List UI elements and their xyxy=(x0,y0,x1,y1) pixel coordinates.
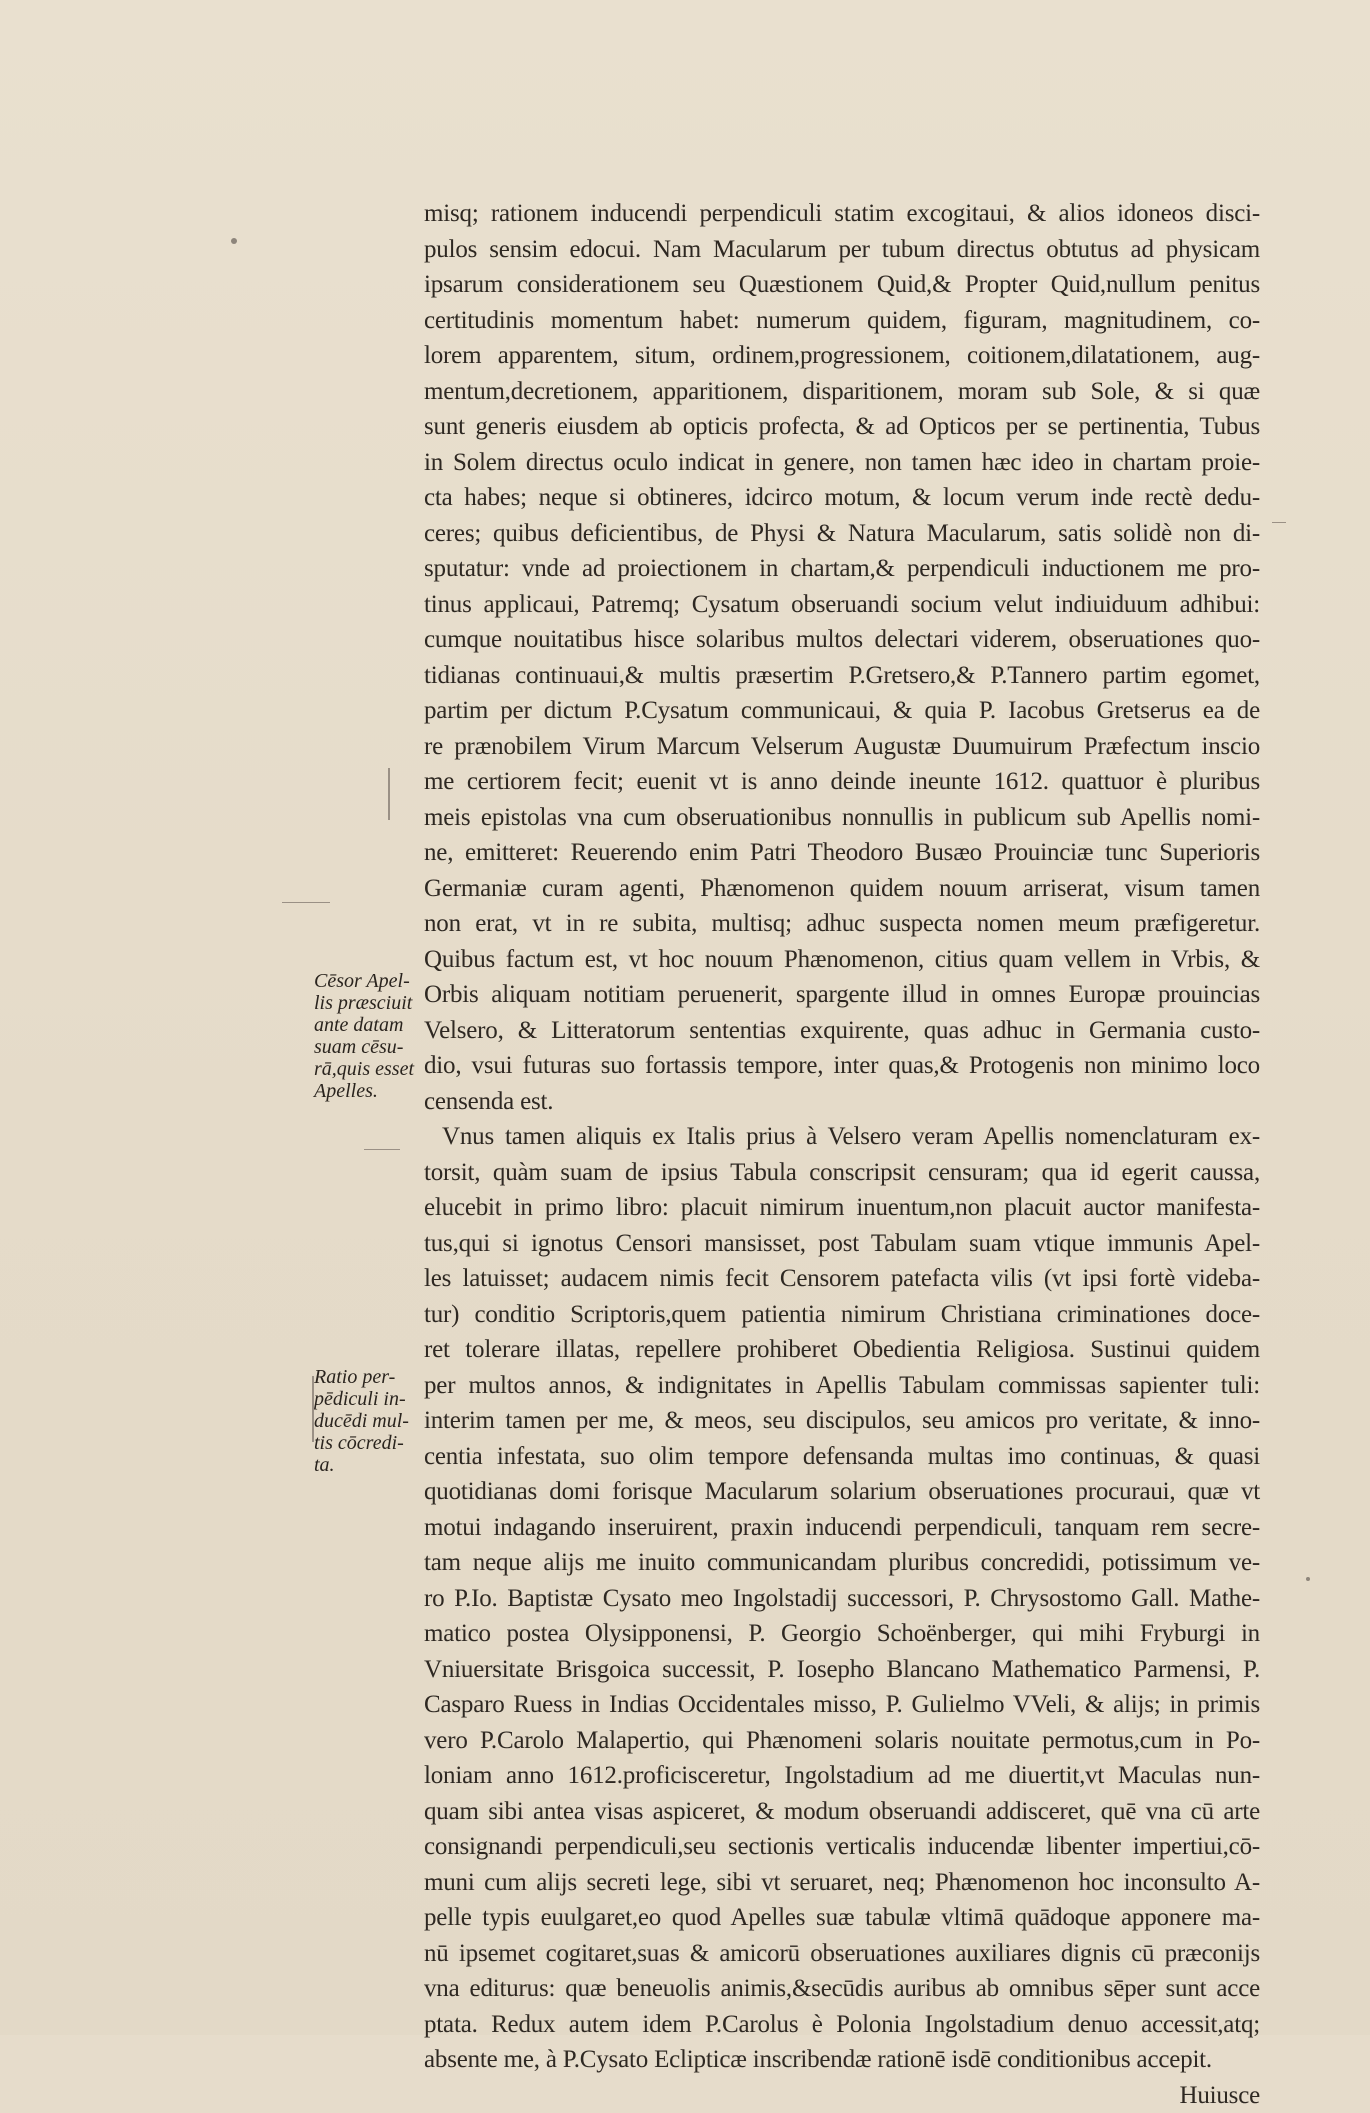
text-line: elucebit in primo libro: placuit nimirum inuentum,non placuit auctor manifesta- xyxy=(424,1190,1260,1226)
text-line: interim tamen per me, & meos, seu discipulos, seu amicos pro veritate, & inno- xyxy=(424,1403,1260,1439)
margin-note-line: pēdiculi in- xyxy=(314,1388,409,1410)
text-line: Quibus factum est, vt hoc nouum Phænomenon, citius quam vellem in Vrbis, & xyxy=(424,942,1260,978)
text-line: centia infestata, suo olim tempore defensanda multas imo continuas, & quasi xyxy=(424,1439,1260,1475)
text-line: non erat, vt in re subita, multisq; adhuc suspecta nomen meum præfigeretur. xyxy=(424,906,1260,942)
text-line: sputatur: vnde ad proiectionem in chartam,& perpendiculi inductionem me pro- xyxy=(424,551,1260,587)
text-line: meis epistolas vna cum obseruationibus nonnullis in publicum sub Apellis nomi- xyxy=(424,800,1260,836)
margin-note-line: Apelles. xyxy=(314,1080,414,1102)
text-line: censenda est. xyxy=(424,1084,1260,1120)
text-line: me certiorem fecit; euenit vt is anno deinde ineunte 1612. quattuor è pluribus xyxy=(424,764,1260,800)
text-line: torsit, quàm suam de ipsius Tabula conscripsit censuram; qua id egerit caussa, xyxy=(424,1155,1260,1191)
text-line: quam sibi antea visas aspiceret, & modum obseruandi addisceret, quē vna cū arte xyxy=(424,1794,1260,1830)
margin-rule-mark xyxy=(282,902,330,903)
margin-rule-mark xyxy=(364,1149,400,1150)
margin-note-line: Ratio per- xyxy=(314,1366,409,1388)
text-line: matico postea Olysipponensi, P. Georgio Schoënberger, qui mihi Fryburgi in xyxy=(424,1616,1260,1652)
text-line: ro P.Io. Baptistæ Cysato meo Ingolstadij successori, P. Chrysostomo Gall. Mathe- xyxy=(424,1581,1260,1617)
margin-note-line: tis cōcredi- xyxy=(314,1432,409,1454)
text-line: ne, emitteret: Reuerendo enim Patri Theodoro Busæo Prouinciæ tunc Superioris xyxy=(424,835,1260,871)
text-line: in Solem directus oculo indicat in genere, non tamen hæc ideo in chartam proie- xyxy=(424,445,1260,481)
text-line: per multos annos, & indignitates in Apellis Tabulam commissas sapienter tuli: xyxy=(424,1368,1260,1404)
text-line: motui indagando inseruirent, praxin inducendi perpendiculi, tanquam rem secre- xyxy=(424,1510,1260,1546)
text-line: lorem apparentem, situm, ordinem,progressionem, coitionem,dilatationem, aug- xyxy=(424,338,1260,374)
catchword: Huiusce xyxy=(424,2078,1260,2113)
margin-note-line: Cēsor Apel- xyxy=(314,970,414,992)
text-line: tam neque alijs me inuito communicandam pluribus concredidi, potissimum ve- xyxy=(424,1545,1260,1581)
text-line: tinus applicaui, Patremq; Cysatum obseruandi socium velut indiuiduum adhibui: xyxy=(424,587,1260,623)
text-line: ptata. Redux autem idem P.Carolus è Polonia Ingolstadium denuo accessit,atq; xyxy=(424,2007,1260,2043)
text-line: Casparo Ruess in Indias Occidentales misso, P. Gulielmo VVeli, & alijs; in primis xyxy=(424,1687,1260,1723)
text-line: cta habes; neque si obtineres, idcirco motum, & locum verum inde rectè dedu- xyxy=(424,480,1260,516)
margin-note-ratio xyxy=(314,1366,409,1476)
margin-note-censor xyxy=(314,970,414,1102)
text-line: ret tolerare illatas, repellere prohiberet Obedientia Religiosa. Sustinui quidem xyxy=(424,1332,1260,1368)
text-line: Orbis aliquam notitiam peruenerit, spargente illud in omnes Europæ prouincias xyxy=(424,977,1260,1013)
text-line: quotidianas domi forisque Macularum solarium obseruationes procuraui, quæ vt xyxy=(424,1474,1260,1510)
margin-rule-mark xyxy=(1272,522,1286,523)
text-line: muni cum alijs secreti lege, sibi vt seruaret, neq; Phænomenon hoc inconsulto A- xyxy=(424,1865,1260,1901)
text-line: pelle typis euulgaret,eo quod Apelles suæ tabulæ vltimā quādoque apponere ma- xyxy=(424,1900,1260,1936)
text-line: les latuisset; audacem nimis fecit Censorem patefacta vilis (vt ipsi fortè videba- xyxy=(424,1261,1260,1297)
main-text-block xyxy=(424,196,1260,2113)
text-line: partim per dictum P.Cysatum communicaui, & quia P. Iacobus Gretserus ea de xyxy=(424,693,1260,729)
margin-note-line: lis præsciuit xyxy=(314,992,414,1014)
text-line: misq; rationem inducendi perpendiculi statim excogitaui, & alios idoneos disci- xyxy=(424,196,1260,232)
text-line: ipsarum considerationem seu Quæstionem Quid,& Propter Quid,nullum penitus xyxy=(424,267,1260,303)
text-line: re prænobilem Virum Marcum Velserum Augustæ Duumuirum Præfectum inscio xyxy=(424,729,1260,765)
text-line: vero P.Carolo Malapertio, qui Phænomeni solaris nouitate permotus,cum in Po- xyxy=(424,1723,1260,1759)
text-line: Vniuersitate Brisgoica successit, P. Iosepho Blancano Mathematico Parmensi, P. xyxy=(424,1652,1260,1688)
text-line: loniam anno 1612.proficisceretur, Ingolstadium ad me diuertit,vt Maculas nun- xyxy=(424,1758,1260,1794)
text-line: nū ipsemet cogitaret,suas & amicorū obseruationes auxiliares dignis cū præconijs xyxy=(424,1936,1260,1972)
margin-note-line: rā,quis esset xyxy=(314,1058,414,1080)
text-line: mentum,decretionem, apparitionem, disparitionem, moram sub Sole, & si quæ xyxy=(424,374,1260,410)
text-line: vna editurus: quæ beneuolis animis,&secūdis auribus ab omnibus sēper sunt acce xyxy=(424,1971,1260,2007)
text-line: consignandi perpendiculi,seu sectionis verticalis inducendæ libenter impertiui,cō- xyxy=(424,1829,1260,1865)
text-line: tur) conditio Scriptoris,quem patientia nimirum Christiana criminationes doce- xyxy=(424,1297,1260,1333)
text-line: Germaniæ curam agenti, Phænomenon quidem nouum arriserat, visum tamen xyxy=(424,871,1260,907)
text-line: absente me, à P.Cysato Eclipticæ inscribendæ rationē isdē conditionibus accepit. xyxy=(424,2042,1260,2078)
margin-bracket-mark xyxy=(388,768,390,820)
text-line: tidianas continuaui,& multis præsertim P.Gretsero,& P.Tannero partim egomet, xyxy=(424,658,1260,694)
ink-spot xyxy=(1306,1577,1310,1581)
text-line: sunt generis eiusdem ab opticis profecta, & ad Opticos per se pertinentia, Tubus xyxy=(424,409,1260,445)
margin-note-line: ante datam xyxy=(314,1014,414,1036)
text-line: ceres; quibus deficientibus, de Physi & Natura Macularum, satis solidè non di- xyxy=(424,516,1260,552)
margin-note-line: ta. xyxy=(314,1454,409,1476)
text-line: tus,qui si ignotus Censori mansisset, post Tabulam suam vtique immunis Apel- xyxy=(424,1226,1260,1262)
margin-note-line: ducēdi mul- xyxy=(314,1410,409,1432)
text-line: certitudinis momentum habet: numerum quidem, figuram, magnitudinem, co- xyxy=(424,303,1260,339)
text-line: pulos sensim edocui. Nam Macularum per tubum directus obtutus ad physicam xyxy=(424,232,1260,268)
margin-bracket-mark xyxy=(312,1376,314,1442)
margin-note-line: suam cēsu- xyxy=(314,1036,414,1058)
text-line: Vnus tamen aliquis ex Italis prius à Velsero veram Apellis nomenclaturam ex- xyxy=(424,1119,1260,1155)
text-line: cumque nouitatibus hisce solaribus multos delectari viderem, obseruationes quo- xyxy=(424,622,1260,658)
text-line: dio, vsui futuras suo fortassis tempore, inter quas,& Protogenis non minimo loco xyxy=(424,1048,1260,1084)
ink-spot xyxy=(231,238,237,244)
text-line: Velsero, & Litteratorum sententias exquirente, quas adhuc in Germania custo- xyxy=(424,1013,1260,1049)
